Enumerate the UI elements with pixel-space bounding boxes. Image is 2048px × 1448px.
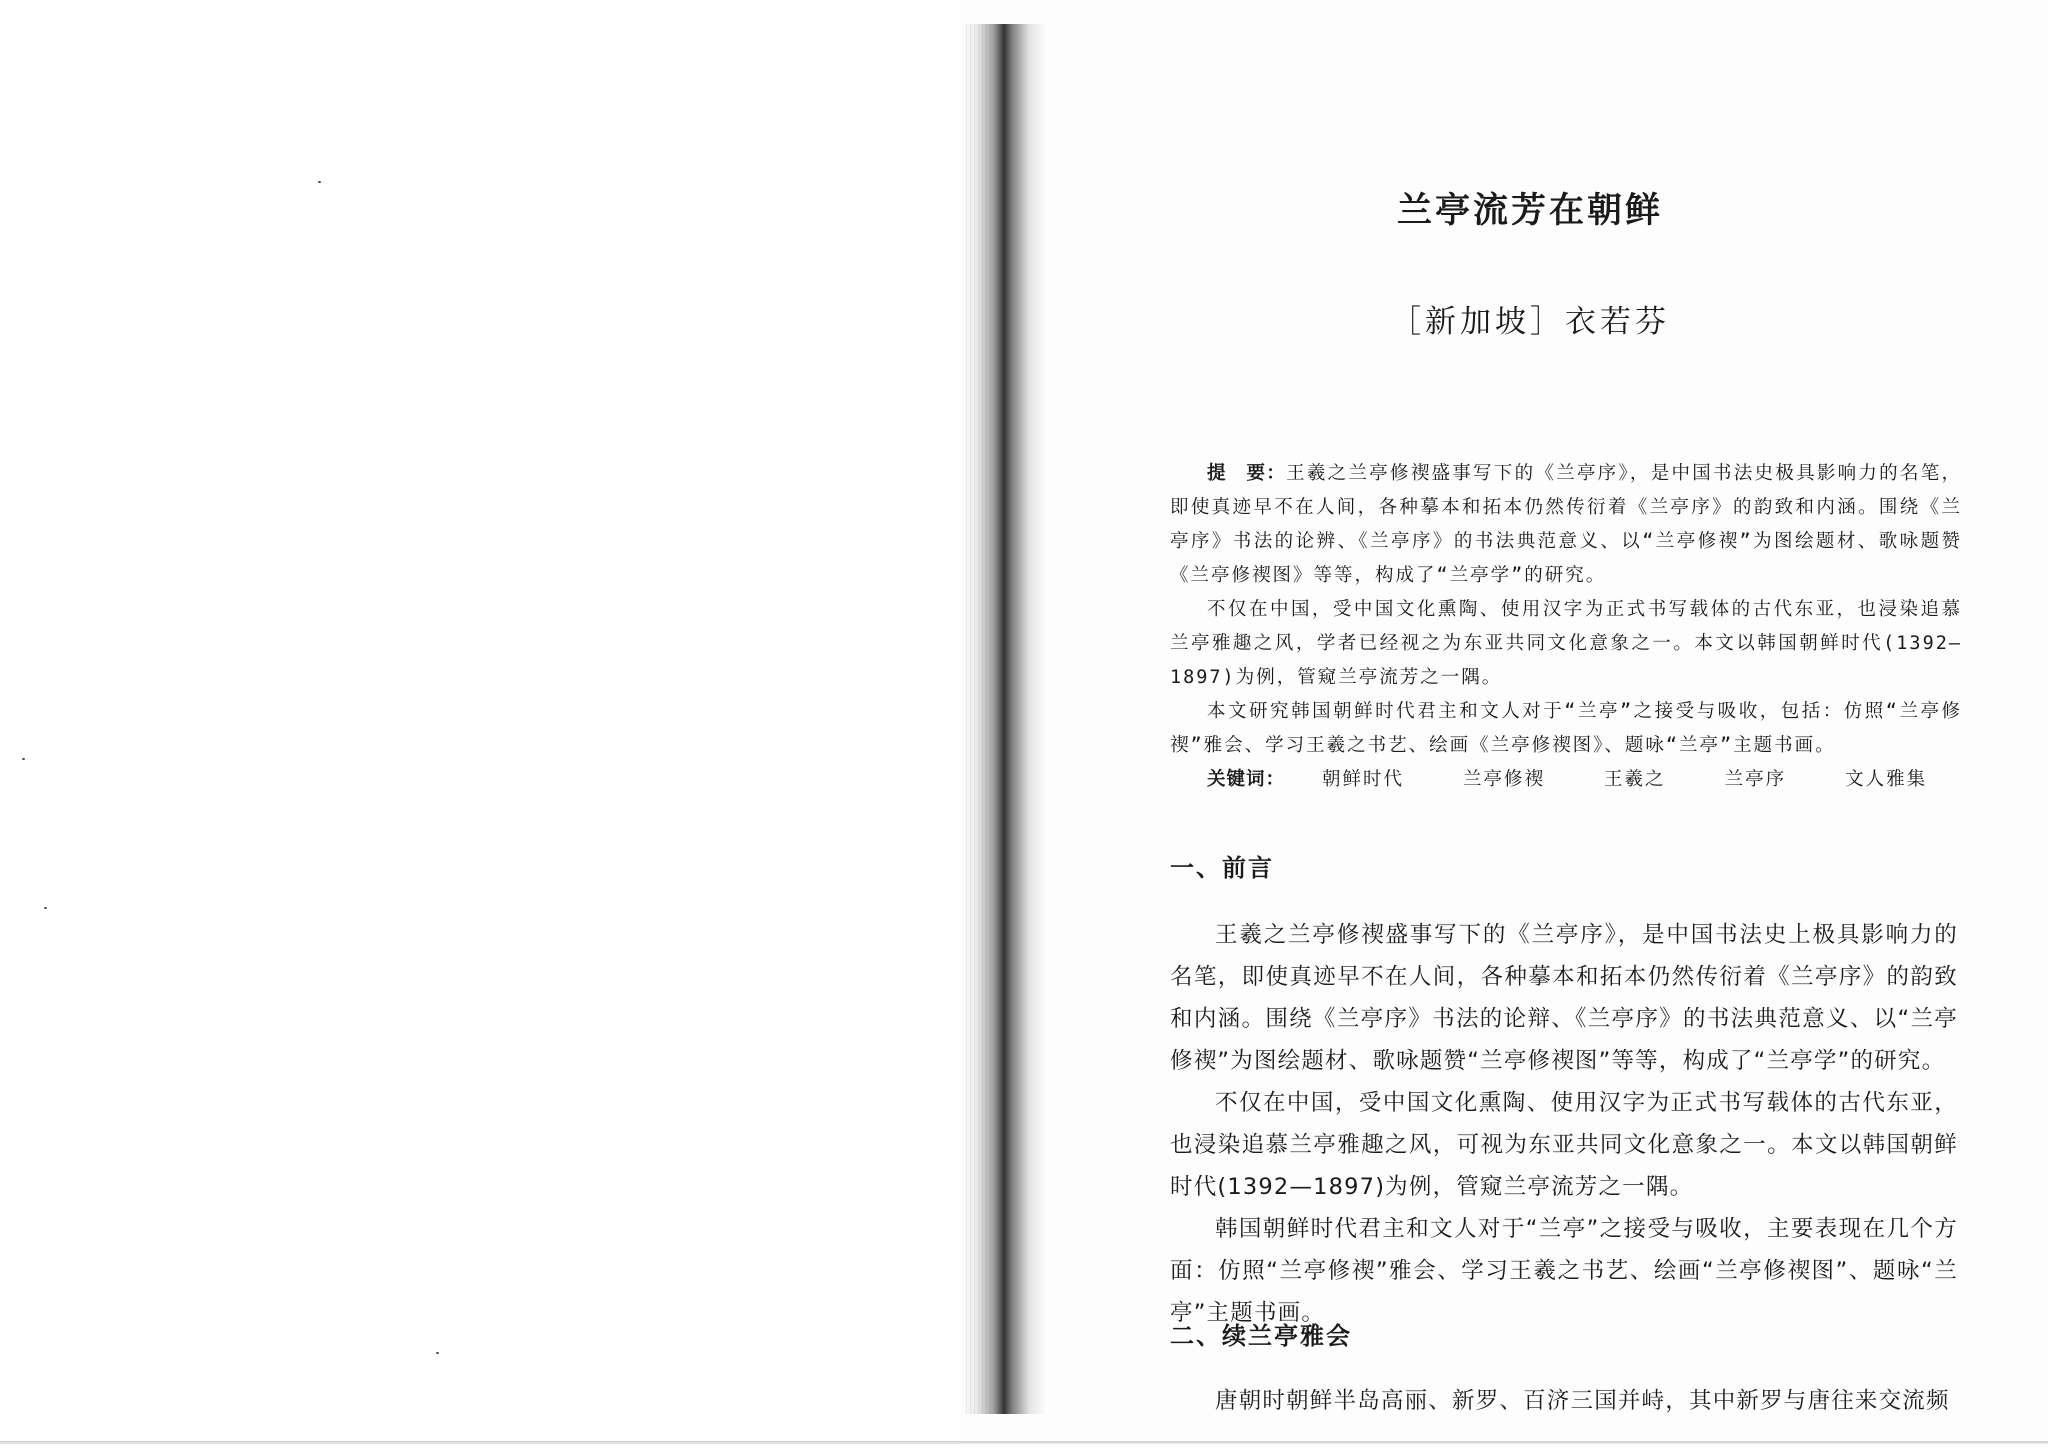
abstract-label: 提 要： — [1207, 463, 1287, 484]
abstract-paragraph: 不仅在中国，受中国文化熏陶、使用汉字为正式书写载体的古代东亚，也浸染追慕兰亭雅趣之风，学者已经视之为东亚共同文化意象之一。本文以韩国朝鲜时代(1392—1897)为例，管窥兰亭流芳之一隅。 — [1170, 599, 1962, 688]
body-paragraph: 韩国朝鲜时代君主和文人对于“兰亭”之接受与吸收，主要表现在几个方面：仿照“兰亭修禊”雅会、学习王羲之书艺、绘画“兰亭修禊图”、题咏“兰亭”主题书画。 — [1170, 1216, 1958, 1326]
section-heading: 一、前言 — [1170, 854, 1274, 882]
article-title: 兰亭流芳在朝鲜 — [1396, 190, 1663, 231]
abstract-paragraph — [1170, 457, 1962, 593]
keywords-label: 关键词： — [1207, 769, 1286, 790]
body-paragraph: 不仅在中国，受中国文化熏陶、使用汉字为正式书写载体的古代东亚，也浸染追慕兰亭雅趣之风，可视为东亚共同文化意象之一。本文以韩国朝鲜时代(1392—1897)为例，管窥兰亭流芳之一隅。 — [1170, 1090, 1958, 1200]
abstract-block — [1170, 457, 1962, 797]
abstract-paragraph: 本文研究韩国朝鲜时代君主和文人对于“兰亭”之接受与吸收，包括：仿照“兰亭修禊”雅会、学习王羲之书艺、绘画《兰亭修禊图》、题咏“兰亭”主题书画。 — [1170, 701, 1962, 756]
scan-speck — [318, 181, 321, 183]
scan-speck — [436, 1352, 439, 1354]
keywords-line — [1170, 763, 1962, 797]
scan-speck — [44, 907, 47, 909]
keyword: 兰亭序 — [1724, 769, 1787, 790]
article-page — [1060, 0, 2000, 1448]
blank-left-page — [0, 0, 960, 1448]
spine-texture — [966, 24, 996, 1414]
keyword: 王羲之 — [1604, 769, 1666, 790]
section-heading: 二、续兰亭雅会 — [1170, 1322, 1352, 1350]
body-paragraph: 王羲之兰亭修禊盛事写下的《兰亭序》，是中国书法史上极具影响力的名笔，即使真迹早不在人间，各种摹本和拓本仍然传衍着《兰亭序》的韵致和内涵。围绕《兰亭序》书法的论辩、《兰亭序》的书法典范意义、以“兰亭修禊”为图绘题材、歌咏题赞“兰亭修禊图”等等，构成了“兰亭学”的研究。 — [1170, 922, 1958, 1074]
keyword: 文人雅集 — [1845, 769, 1928, 790]
scan-speck — [22, 758, 25, 760]
keyword: 朝鲜时代 — [1322, 769, 1405, 790]
section-body — [1170, 914, 1958, 1334]
body-paragraph: 唐朝时朝鲜半岛高丽、新罗、百济三国并峙，其中新罗与唐往来交流频 — [1215, 1388, 1950, 1414]
abstract-text: 王羲之兰亭修禊盛事写下的《兰亭序》，是中国书法史极具影响力的名笔，即使真迹早不在人间，各种摹本和拓本仍然传衍着《兰亭序》的韵致和内涵。围绕《兰亭序》书法的论辨、《兰亭序》的书法典范意义、以“兰亭修禊”为图绘题材、歌咏题赞《兰亭修禊图》等等，构成了“兰亭学”的研究。 — [1170, 463, 1962, 586]
section-body — [1170, 1380, 1958, 1422]
keyword: 兰亭修禊 — [1463, 769, 1546, 790]
article-author: ［新加坡］衣若芬 — [1390, 304, 1670, 339]
